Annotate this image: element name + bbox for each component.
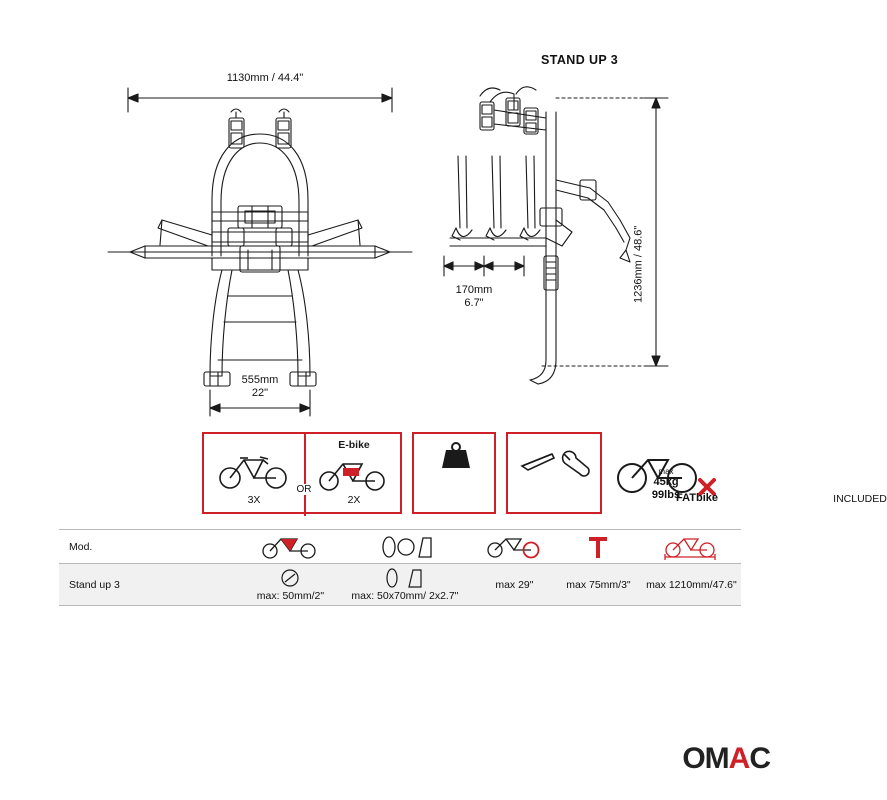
header-bike-length bbox=[642, 530, 741, 564]
side-height-dimension-label: 1236mm / 48.6" bbox=[632, 225, 645, 303]
brand-name-part2: C bbox=[749, 742, 770, 775]
header-tube-shape bbox=[336, 530, 474, 564]
e-bike-icon bbox=[316, 456, 392, 492]
side-spacing-mm: 170mm bbox=[455, 284, 493, 296]
product-title: STAND UP 3 bbox=[541, 53, 619, 67]
front-view-drawing bbox=[100, 60, 430, 420]
bike-wheel-icon bbox=[485, 535, 543, 559]
side-spacing-dimension-label bbox=[414, 284, 534, 309]
max-weight-lbs: 99lbs bbox=[651, 488, 681, 501]
tube-shapes-icon bbox=[377, 535, 433, 559]
header-frame-diameter bbox=[245, 530, 336, 564]
front-width-dimension-label: 1130mm / 44.4" bbox=[226, 72, 304, 84]
ebike-capacity-label: 2X bbox=[347, 494, 361, 506]
road-bike-icon bbox=[216, 450, 292, 490]
seatpost-icon bbox=[583, 534, 613, 560]
front-depth-dimension-label bbox=[160, 374, 360, 399]
row-tube-shape-value: max: 50x70mm/ 2x2.7" bbox=[351, 589, 459, 602]
front-depth-mm: 555mm bbox=[241, 374, 279, 386]
row-model-label: Stand up 3 bbox=[69, 578, 120, 591]
row-bike-length: max 1210mm/47.6" bbox=[646, 578, 737, 591]
max-label: max bbox=[658, 467, 674, 476]
included-label: INCLUDED bbox=[833, 493, 887, 505]
ebike-title: E-bike bbox=[338, 439, 370, 451]
spec-table bbox=[59, 529, 741, 606]
brand-logo bbox=[682, 742, 770, 776]
row-frame-diameter-value: max: 50mm/2" bbox=[256, 589, 325, 602]
table-row bbox=[59, 564, 741, 606]
weight-icon bbox=[436, 440, 476, 470]
diameter-icon bbox=[280, 568, 300, 588]
side-spacing-in: 6.7" bbox=[464, 296, 484, 309]
brand-name-part1: OM bbox=[682, 742, 729, 775]
brand-name-accent: A bbox=[728, 742, 750, 775]
bike-frame-icon bbox=[259, 535, 321, 559]
fat-bike-label-part1: FAT bbox=[676, 492, 696, 504]
divider bbox=[304, 434, 306, 516]
fat-bike-label-part2: bike bbox=[695, 492, 718, 504]
row-tube-shape bbox=[336, 564, 474, 606]
tube-shapes-small-icon bbox=[379, 568, 431, 588]
header-seatpost bbox=[555, 530, 642, 564]
table-header-row bbox=[59, 530, 741, 564]
row-seatpost: max 75mm/3" bbox=[566, 578, 631, 591]
fat-bike-label bbox=[676, 492, 718, 504]
front-depth-in: 22" bbox=[251, 386, 269, 399]
tools-icon bbox=[518, 444, 594, 484]
row-wheel-size: max 29" bbox=[495, 578, 534, 591]
bike-capacity-box bbox=[202, 432, 402, 514]
bike-length-icon bbox=[662, 535, 720, 559]
or-label: OR bbox=[296, 484, 312, 495]
max-weight-box bbox=[412, 432, 681, 514]
bike-capacity-label: 3X bbox=[247, 494, 261, 506]
header-wheel-size bbox=[474, 530, 555, 564]
row-frame-diameter bbox=[245, 564, 336, 606]
header-model: Mod. bbox=[69, 540, 93, 553]
max-weight-kg: 45kg bbox=[653, 476, 679, 488]
